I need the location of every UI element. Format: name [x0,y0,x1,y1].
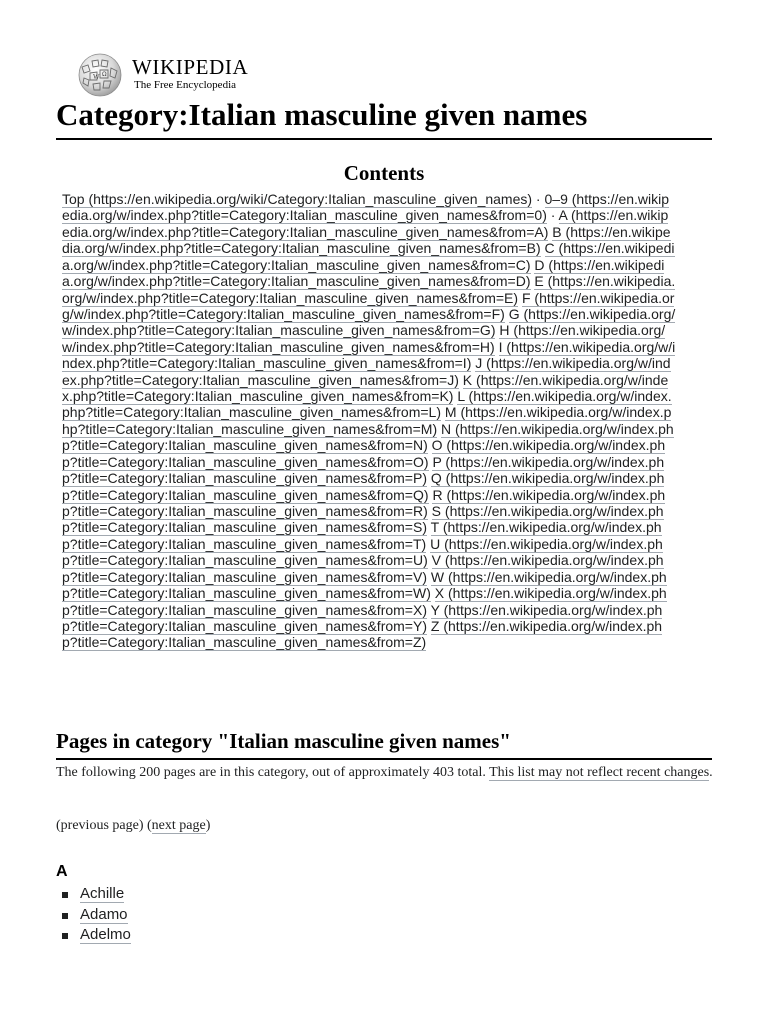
toc-link-v[interactable]: V (https://en.wikipedia.org/w/index.php?title=Category:Italian_masculine_given_names&from=V) [62,552,664,585]
toc-link-label: V [431,552,441,569]
toc-link-label: G [508,305,520,322]
toc-link-url: https://en.wikipedia.org/w/index.php?title=Category:Italian_masculine_given_names&from=N [62,420,674,454]
toc-link-label: K [462,371,473,388]
toc-link-label: B [552,223,562,240]
toc-link-url: https://en.wikipedia.org/w/index.php?title=Category:Italian_masculine_given_names&from=I [62,338,676,372]
toc-link-label: F [521,289,531,306]
toc-link-b[interactable]: B (https://en.wikipedia.org/w/index.php?title=Category:Italian_masculine_given_names&from=B) [62,223,671,257]
toc-link-url: https://en.wikipedia.org/w/index.php?title=Category:Italian_masculine_given_names&from=E [62,273,676,306]
toc-link-label: I [498,338,503,355]
toc-link-url: https://en.wikipedia.org/w/index.php?title=Category:Italian_masculine_given_names&from=U [62,535,663,569]
toc-link-x[interactable]: X (https://en.wikipedia.org/w/index.php?title=Category:Italian_masculine_given_names&from=X) [62,585,667,618]
toc-link-url: https://en.wikipedia.org/w/index.php?title=Category:Italian_masculine_given_names&from=O [62,437,666,470]
toc-link-label: A [558,207,568,224]
toc-link-label: W [430,568,445,585]
toc-link-y[interactable]: Y (https://en.wikipedia.org/w/index.php?title=Category:Italian_masculine_given_names&from=Y) [62,601,663,634]
toc-link-url: https://en.wikipedia.org/w/index.php?title=Category:Italian_masculine_given_names&from=X [62,585,667,618]
toc-link-label: H [499,322,510,339]
toc-link-url: https://en.wikipedia.org/w/index.php?title=Category:Italian_masculine_given_names&from=G [62,305,676,339]
toc-link-url: https://en.wikipedia.org/w/index.php?title=Category:Italian_masculine_given_names&from=M [62,404,672,437]
toc-link-label: M [444,404,457,421]
list-item [80,905,131,926]
toc-link-url: https://en.wikipedia.org/w/index.php?title=Category:Italian_masculine_given_names&from=B [62,223,671,257]
toc-link-i[interactable]: I (https://en.wikipedia.org/w/index.php?title=Category:Italian_masculine_given_names&from=I) [62,338,676,372]
toc-link-url: https://en.wikipedia.org/w/index.php?title=Category:Italian_masculine_given_names&from=W [62,568,667,602]
toc-link-url: https://en.wikipedia.org/w/index.php?title=Category:Italian_masculine_given_names&from=Y [62,601,663,634]
toc-link-url: https://en.wikipedia.org/w/index.php?title=Category:Italian_masculine_given_names&from=S [62,503,664,536]
toc-link-j[interactable]: J (https://en.wikipedia.org/w/index.php?title=Category:Italian_masculine_given_names&from=J) [62,355,671,388]
toc-link-label: T [430,519,439,536]
toc-link-url: https://en.wikipedia.org/w/index.php?title=Category:Italian_masculine_given_names&from=Z [62,617,663,651]
next-page-link[interactable]: next page [151,818,206,833]
toc-link-label: R [432,486,443,503]
name-link[interactable]: Adamo [80,905,128,923]
toc-link-s[interactable]: S (https://en.wikipedia.org/w/index.php?title=Category:Italian_masculine_given_names&from=S) [62,503,664,536]
toc-link-label: L [457,388,465,405]
svg-text:W: W [93,73,100,81]
toc-link-url: https://en.wikipedia.org/w/index.php?title=Category:Italian_masculine_given_names&from=C [62,240,675,273]
wikipedia-wordmark: WIKIPEDIA [132,55,249,79]
svg-text:Ω: Ω [102,71,107,78]
names-list [80,884,131,946]
toc-separator: · [546,207,559,224]
toc-link-label: O [431,437,443,454]
previous-page-text: previous page [60,818,139,833]
toc-link-label: C [544,240,555,257]
toc-link-k[interactable]: K (https://en.wikipedia.org/w/index.php?title=Category:Italian_masculine_given_names&from=K) [62,371,669,405]
toc-link-o[interactable]: O (https://en.wikipedia.org/w/index.php?title=Category:Italian_masculine_given_names&from=O) [62,437,666,470]
toc-link-label: D [534,256,545,273]
toc-link-n[interactable]: N (https://en.wikipedia.org/w/index.php?title=Category:Italian_masculine_given_names&from=N) [62,420,674,454]
toc-link-url: https://en.wikipedia.org/w/index.php?title=Category:Italian_masculine_given_names&from=Q [62,470,665,503]
toc-link-url: https://en.wikipedia.org/w/index.php?title=Category:Italian_masculine_given_names&from=V [62,552,664,585]
toc-link-url: https://en.wikipedia.org/w/index.php?title=Category:Italian_masculine_given_names&from=F [62,289,675,322]
toc-link-url: https://en.wikipedia.org/w/index.php?title=Category:Italian_masculine_given_names&from=R [62,486,666,520]
name-link[interactable]: Achille [80,885,125,902]
toc-separator: · [532,191,545,207]
toc-link-e[interactable]: E (https://en.wikipedia.org/w/index.php?title=Category:Italian_masculine_given_names&from=E) [62,273,676,306]
toc-link-url: https://en.wikipedia.org/w/index.php?title=Category:Italian_masculine_given_names&from=A [62,207,669,240]
toc-link-d[interactable]: D (https://en.wikipedia.org/w/index.php?title=Category:Italian_masculine_given_names&from=D) [62,256,665,290]
toc-link-label: 0–9 [544,191,568,207]
toc-link-u[interactable]: U (https://en.wikipedia.org/w/index.php?title=Category:Italian_masculine_given_names&from=U) [62,535,663,569]
wikipedia-globe-icon [73,53,125,97]
toc-link-g[interactable]: G (https://en.wikipedia.org/w/index.php?title=Category:Italian_masculine_given_names&from=G) [62,305,676,339]
site-header[interactable] [73,53,273,97]
toc-link-url: https://en.wikipedia.org/wiki/Category:Italian_masculine_given_names [93,191,528,207]
wikipedia-tagline: The Free Encyclopedia [134,79,237,91]
toc-link-label: S [431,503,441,520]
toc-link-label: U [430,535,441,552]
toc-link-h[interactable]: H (https://en.wikipedia.org/w/index.php?title=Category:Italian_masculine_given_names&from=H) [62,322,666,355]
toc-link-l[interactable]: L (https://en.wikipedia.org/w/index.php?title=Category:Italian_masculine_given_names&from=L) [62,388,672,421]
toc-link-label: Top [62,191,85,207]
toc-link-url: https://en.wikipedia.org/w/index.php?title=Category:Italian_masculine_given_names&from=H [62,322,666,355]
toc-link-w[interactable]: W (https://en.wikipedia.org/w/index.php?title=Category:Italian_masculine_given_names&from=W) [62,568,667,602]
toc-link-t[interactable]: T (https://en.wikipedia.org/w/index.php?title=Category:Italian_masculine_given_names&from=T) [62,519,662,552]
toc-link-m[interactable]: M (https://en.wikipedia.org/w/index.php?title=Category:Italian_masculine_given_names&from=M) [62,404,672,437]
toc-link-label: N [441,420,452,437]
toc-link-label: Z [430,617,440,634]
toc-link-q[interactable]: Q (https://en.wikipedia.org/w/index.php?title=Category:Italian_masculine_given_names&from=Q) [62,470,665,503]
toc-link-a[interactable]: A (https://en.wikipedia.org/w/index.php?title=Category:Italian_masculine_given_names&from=A) [62,207,669,240]
toc-link-url: https://en.wikipedia.org/w/index.php?title=Category:Italian_masculine_given_names&from=P [62,453,665,487]
name-link[interactable]: Adelmo [80,926,131,943]
list-item [80,884,131,905]
toc-link-label: E [534,273,544,290]
toc-link-label: Y [430,601,440,618]
contents-index [62,191,676,651]
list-item [80,925,131,946]
toc-link-c[interactable]: C (https://en.wikipedia.org/w/index.php?title=Category:Italian_masculine_given_names&from=C) [62,240,675,273]
toc-link-url: https://en.wikipedia.org/w/index.php?title=Category:Italian_masculine_given_names&from=T [62,519,662,552]
toc-link-0-9[interactable]: 0–9 (https://en.wikipedia.org/w/index.php?title=Category:Italian_masculine_given_names&from=0) [62,191,670,224]
toc-link-label: Q [430,470,442,487]
summary-end: . [709,765,713,780]
toc-link-f[interactable]: F (https://en.wikipedia.org/w/index.php?title=Category:Italian_masculine_given_names&from=F) [62,289,675,322]
recent-changes-link[interactable]: This list may not reflect recent changes [489,765,710,780]
toc-link-url: https://en.wikipedia.org/w/index.php?title=Category:Italian_masculine_given_names&from=J [62,355,671,388]
contents-heading: Contents [343,161,425,185]
toc-link-r[interactable]: R (https://en.wikipedia.org/w/index.php?title=Category:Italian_masculine_given_names&from=R) [62,486,666,520]
toc-link-label: X [434,585,445,602]
toc-link-url: https://en.wikipedia.org/w/index.php?title=Category:Italian_masculine_given_names&from=D [62,256,665,290]
page-title: Category:Italian masculine given names [56,96,712,140]
pagination: (previous page) (next page) [56,818,211,833]
toc-link-top[interactable]: Top (https://en.wikipedia.org/wiki/Category:Italian_masculine_given_names) [62,191,533,207]
toc-link-url: https://en.wikipedia.org/w/index.php?title=Category:Italian_masculine_given_names&from=K [62,371,669,405]
letter-heading: A [56,863,68,880]
summary-text: The following 200 pages are in this category, out of approximately 403 total. [56,765,486,780]
toc-link-url: https://en.wikipedia.org/w/index.php?title=Category:Italian_masculine_given_names&from=0 [62,191,670,224]
toc-link-p[interactable]: P (https://en.wikipedia.org/w/index.php?title=Category:Italian_masculine_given_names&from=P) [62,453,665,487]
pages-section-heading: Pages in category "Italian masculine given names" [56,727,712,760]
toc-link-label: P [432,453,442,470]
toc-link-z[interactable]: Z (https://en.wikipedia.org/w/index.php?title=Category:Italian_masculine_given_names&from=Z) [62,617,663,651]
category-summary [56,763,716,783]
toc-link-label: J [475,355,483,372]
toc-link-url: https://en.wikipedia.org/w/index.php?title=Category:Italian_masculine_given_names&from=L [62,388,672,421]
